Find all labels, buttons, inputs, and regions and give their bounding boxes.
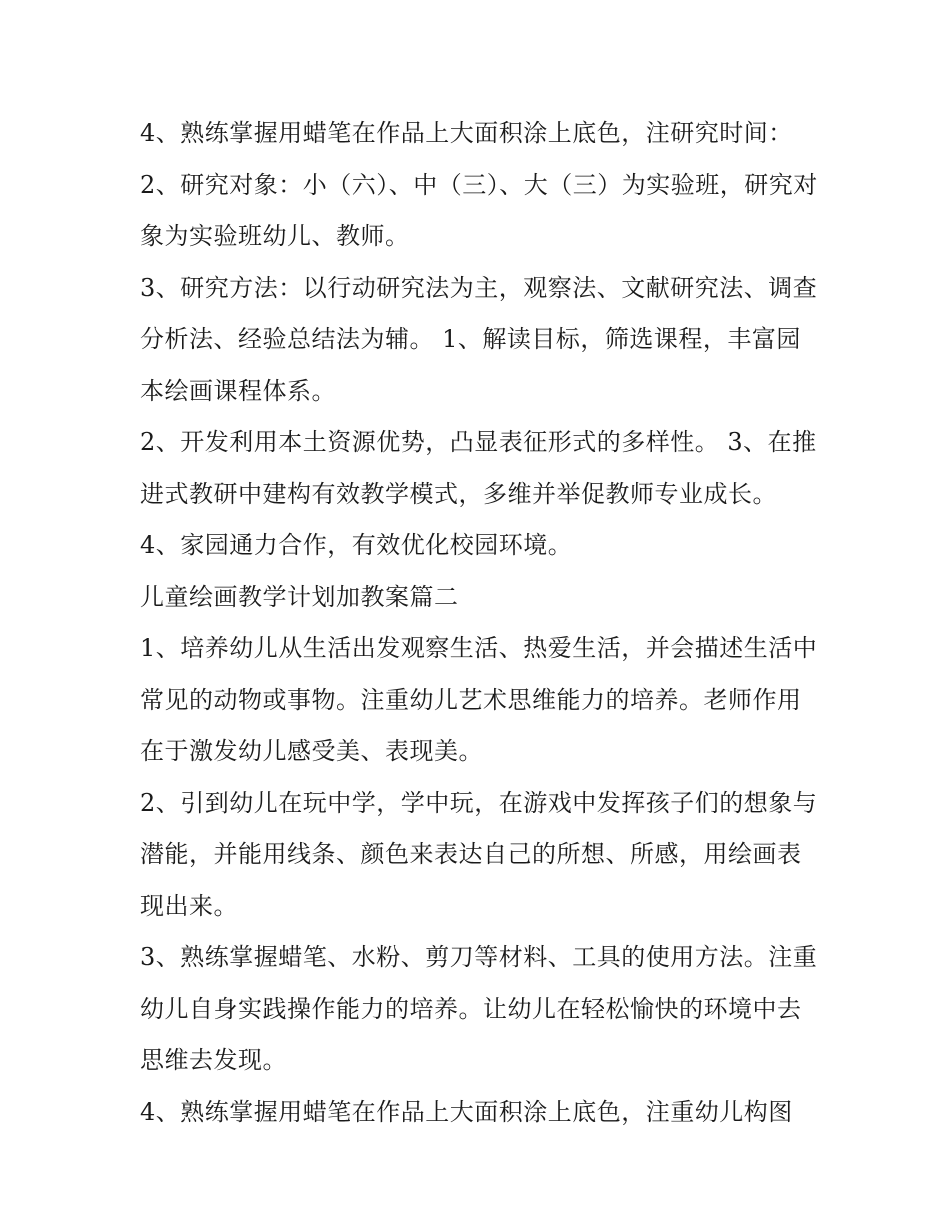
paragraph-crayon-research-time: 4、熟练掌握用蜡笔在作品上大面积涂上底色，注研究时间：	[140, 119, 793, 147]
paragraph-crayon-composition: 4、熟练掌握用蜡笔在作品上大面积涂上底色，注重幼儿构图	[140, 1097, 793, 1126]
paragraph-observe-life: 1、培养幼儿从生活出发观察生活、热爱生活，并会描述生活中常见的动物或事物。注重幼儿艺术思维能力的培养。老师作用在于激发幼儿感受美、表现美。	[140, 634, 818, 765]
paragraph-research-methods: 3、研究方法：以行动研究法为主，观察法、文献研究法、调查分析法、经验总结法为辅。 1、解读目标，筛选课程，丰富园本绘画课程体系。	[140, 273, 818, 405]
paragraph-tools-usage: 3、熟练掌握蜡笔、水粉、剪刀等材料、工具的使用方法。注重幼儿自身实践操作能力的培养。让幼儿在轻松愉快的环境中去思维去发现。	[140, 943, 818, 1074]
paragraph-learn-through-play: 2、引到幼儿在玩中学，学中玩，在游戏中发挥孩子们的想象与潜能，并能用线条、颜色来表达自己的所想、所感，用绘画表现出来。	[140, 788, 818, 920]
document-body	[140, 108, 820, 1138]
paragraph-research-subjects: 2、研究对象：小（六）、中（三）、大（三）为实验班，研究对象为实验班幼儿、教师。	[140, 170, 818, 250]
paragraph-local-resources: 2、开发利用本土资源优势，凸显表征形式的多样性。 3、在推进式教研中建构有效教学模式，多维并举促教师专业成长。	[140, 428, 817, 508]
section-heading-part-two: 儿童绘画教学计划加教案篇二	[140, 582, 459, 611]
paragraph-home-school-cooperation: 4、家园通力合作，有效优化校园环境。	[140, 531, 573, 559]
